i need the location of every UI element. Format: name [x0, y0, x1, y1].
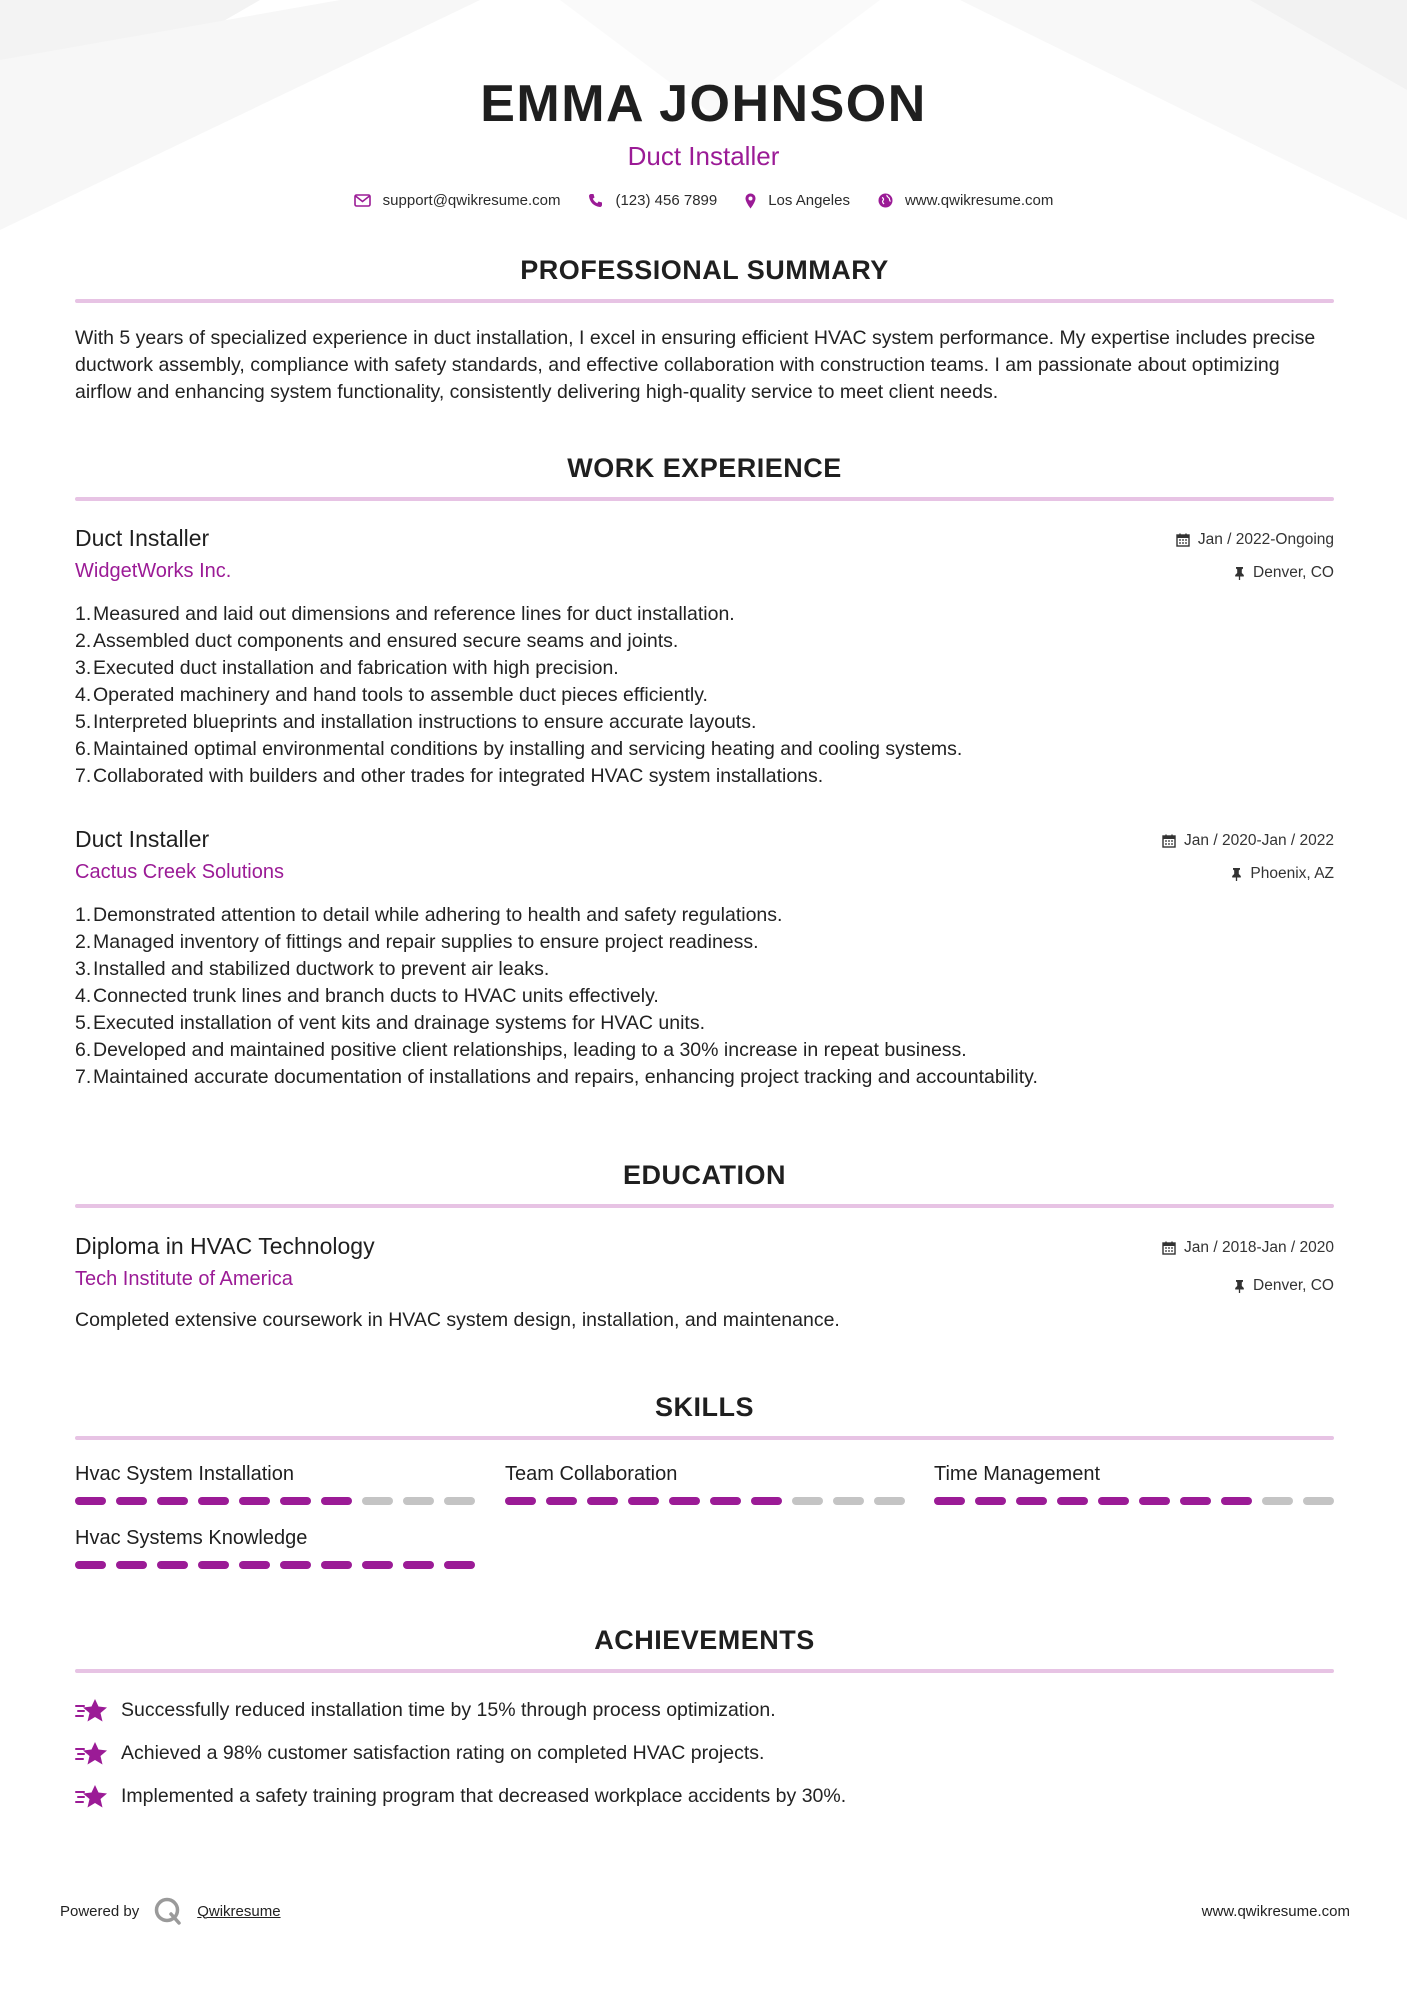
skill-segment-filled — [751, 1497, 782, 1505]
list-item — [75, 1740, 1334, 1767]
pushpin-icon — [1234, 566, 1245, 580]
star-icon — [75, 1698, 109, 1724]
section-divider — [75, 1436, 1334, 1440]
skill-segment-filled — [975, 1497, 1006, 1505]
list-item: 1. Demonstrated attention to detail while adhering to health and safety regulations. — [75, 904, 783, 926]
education-location-text: Denver, CO — [1253, 1277, 1334, 1294]
skill-segment-filled — [75, 1497, 106, 1505]
skill-segment-filled — [1180, 1497, 1211, 1505]
calendar-icon — [1162, 1241, 1176, 1255]
skill-item — [75, 1461, 475, 1505]
candidate-name: EMMA JOHNSON — [480, 75, 927, 133]
job-dates-text: Jan / 2022-Ongoing — [1197, 531, 1334, 548]
skill-segment-filled — [403, 1561, 434, 1569]
skill-segment-filled — [116, 1561, 147, 1569]
skill-segment-empty — [833, 1497, 864, 1505]
education-degree: Diploma in HVAC Technology — [75, 1233, 375, 1259]
skill-segment-empty — [362, 1497, 393, 1505]
skill-segment-filled — [587, 1497, 618, 1505]
list-item: 4. Operated machinery and hand tools to assemble duct pieces efficiently. — [75, 684, 708, 706]
skill-segment-filled — [1016, 1497, 1047, 1505]
pushpin-icon — [1234, 1279, 1245, 1293]
email-text: support@qwikresume.com — [382, 192, 561, 209]
skill-item — [934, 1461, 1334, 1505]
achievement-text: Successfully reduced installation time by 15% through process optimization. — [121, 1699, 776, 1721]
job-dates — [1162, 830, 1334, 852]
skill-segment-empty — [792, 1497, 823, 1505]
job-company: Cactus Creek Solutions — [75, 861, 284, 883]
skill-segment-filled — [321, 1497, 352, 1505]
list-item: 6. Maintained optimal environmental conditions by installing and servicing heating and cooling systems. — [75, 738, 963, 760]
skill-level-bar — [75, 1561, 475, 1569]
list-item: 3. Executed duct installation and fabrication with high precision. — [75, 657, 619, 679]
skill-segment-filled — [1057, 1497, 1088, 1505]
skill-level-bar — [75, 1497, 475, 1505]
skill-segment-filled — [546, 1497, 577, 1505]
list-item: 4. Connected trunk lines and branch ducts to HVAC units effectively. — [75, 985, 659, 1007]
skill-segment-filled — [280, 1497, 311, 1505]
phone-text: (123) 456 7899 — [615, 192, 718, 209]
job-location — [1176, 562, 1334, 584]
skill-level-bar — [505, 1497, 905, 1505]
candidate-title: Duct Installer — [627, 141, 780, 171]
qwikresume-link[interactable]: Qwikresume — [197, 1902, 281, 1920]
skill-item — [75, 1525, 475, 1569]
skill-name: Time Management — [934, 1463, 1100, 1485]
skill-segment-filled — [628, 1497, 659, 1505]
skill-segment-empty — [1303, 1497, 1334, 1505]
skill-segment-filled — [934, 1497, 965, 1505]
skill-name: Hvac System Installation — [75, 1463, 294, 1485]
footer-website-link[interactable]: www.qwikresume.com — [1201, 1902, 1350, 1920]
skills-section — [75, 1390, 1334, 1440]
list-item: 3. Installed and stabilized ductwork to prevent air leaks. — [75, 958, 550, 980]
achievements-heading: ACHIEVEMENTS — [594, 1625, 815, 1655]
list-item: 2. Assembled duct components and ensured secure seams and joints. — [75, 630, 679, 652]
experience-section — [75, 451, 1334, 501]
page-footer — [60, 1896, 1350, 1926]
skill-segment-empty — [1262, 1497, 1293, 1505]
achievement-text: Achieved a 98% customer satisfaction rating on completed HVAC projects. — [121, 1742, 765, 1764]
summary-section — [75, 253, 1334, 406]
job-role: Duct Installer — [75, 525, 210, 551]
section-divider — [75, 1204, 1334, 1208]
education-section — [75, 1158, 1334, 1208]
location-text: Los Angeles — [768, 192, 850, 209]
contact-website[interactable] — [878, 192, 1053, 209]
summary-heading: PROFESSIONAL SUMMARY — [520, 255, 889, 285]
list-item: 5. Interpreted blueprints and installation instructions to ensure accurate layouts. — [75, 711, 757, 733]
skill-segment-filled — [1139, 1497, 1170, 1505]
skill-segment-empty — [874, 1497, 905, 1505]
pushpin-icon — [1231, 867, 1242, 881]
star-icon — [75, 1741, 109, 1767]
job-location-text: Denver, CO — [1253, 564, 1334, 581]
contact-phone[interactable] — [588, 192, 717, 209]
contact-location — [745, 192, 850, 209]
job-entry — [75, 523, 1334, 790]
skill-name: Team Collaboration — [505, 1463, 678, 1485]
calendar-icon — [1162, 834, 1176, 848]
skill-segment-filled — [239, 1561, 270, 1569]
summary-text: With 5 years of specialized experience in duct installation, I excel in ensuring efficient HVAC system performance. My expertise includes precise ductwork assembly, compliance with safety standards, and effective collaboration with construction teams. I am passionate about optimizing airflow and enhancing system functionality, consistently delivering high-quality service to meet client needs. — [75, 327, 1316, 403]
skill-item — [505, 1461, 905, 1505]
achievements-section — [75, 1623, 1334, 1826]
job-entry — [75, 824, 1334, 1091]
list-item: 2. Managed inventory of fittings and repair supplies to ensure project readiness. — [75, 931, 759, 953]
job-bullets — [75, 902, 1334, 1091]
job-dates-text: Jan / 2020-Jan / 2022 — [1184, 832, 1334, 849]
skill-segment-filled — [444, 1561, 475, 1569]
skill-segment-filled — [75, 1561, 106, 1569]
website-text: www.qwikresume.com — [904, 192, 1054, 209]
list-item: 7. Collaborated with builders and other trades for integrated HVAC system installations. — [75, 765, 824, 787]
education-entry — [75, 1231, 1334, 1334]
education-heading: EDUCATION — [623, 1160, 786, 1190]
skills-heading: SKILLS — [654, 1392, 754, 1422]
achievements-list — [75, 1697, 1334, 1810]
map-pin-icon — [745, 193, 756, 209]
skill-segment-filled — [157, 1561, 188, 1569]
section-divider — [75, 497, 1334, 501]
education-location — [1162, 1275, 1334, 1297]
experience-heading: WORK EXPERIENCE — [567, 453, 842, 483]
skill-segment-filled — [198, 1497, 229, 1505]
job-role: Duct Installer — [75, 826, 210, 852]
skill-segment-filled — [280, 1561, 311, 1569]
education-dates-text: Jan / 2018-Jan / 2020 — [1184, 1239, 1334, 1256]
qwikresume-logo-icon — [153, 1896, 183, 1926]
skill-level-bar — [934, 1497, 1334, 1505]
skill-segment-empty — [444, 1497, 475, 1505]
skill-segment-filled — [505, 1497, 536, 1505]
envelope-icon — [354, 194, 371, 207]
skill-segment-filled — [157, 1497, 188, 1505]
powered-by-label: Powered by — [60, 1902, 140, 1920]
skill-segment-filled — [198, 1561, 229, 1569]
education-description: Completed extensive coursework in HVAC system design, installation, and maintenance. — [75, 1309, 840, 1331]
list-item — [75, 1783, 1334, 1810]
education-school: Tech Institute of America — [75, 1268, 293, 1290]
globe-icon — [878, 193, 893, 208]
powered-by — [60, 1896, 281, 1926]
job-location-text: Phoenix, AZ — [1250, 865, 1334, 882]
achievement-text: Implemented a safety training program that decreased workplace accidents by 30%. — [121, 1785, 847, 1807]
phone-icon — [588, 193, 603, 208]
section-divider — [75, 299, 1334, 303]
resume-header — [0, 72, 1407, 209]
list-item: 1. Measured and laid out dimensions and reference lines for duct installation. — [75, 603, 735, 625]
education-dates — [1162, 1237, 1334, 1259]
section-divider — [75, 1669, 1334, 1673]
job-dates — [1176, 529, 1334, 551]
contact-email[interactable] — [354, 192, 561, 209]
skill-segment-filled — [1221, 1497, 1252, 1505]
job-location — [1162, 863, 1334, 885]
skill-segment-filled — [116, 1497, 147, 1505]
skill-segment-filled — [321, 1561, 352, 1569]
list-item: 6. Developed and maintained positive client relationships, leading to a 30% increase in repeat business. — [75, 1039, 967, 1061]
skill-segment-empty — [403, 1497, 434, 1505]
job-bullets — [75, 601, 1334, 790]
list-item: 5. Executed installation of vent kits and drainage systems for HVAC units. — [75, 1012, 706, 1034]
contact-row — [0, 192, 1407, 209]
list-item — [75, 1697, 1334, 1724]
skill-segment-filled — [669, 1497, 700, 1505]
skill-segment-filled — [710, 1497, 741, 1505]
star-icon — [75, 1784, 109, 1810]
skill-segment-filled — [1098, 1497, 1129, 1505]
job-company: WidgetWorks Inc. — [75, 560, 232, 582]
skill-segment-filled — [362, 1561, 393, 1569]
skill-segment-filled — [239, 1497, 270, 1505]
list-item: 7. Maintained accurate documentation of installations and repairs, enhancing project tracking and accountability. — [75, 1066, 1038, 1088]
calendar-icon — [1176, 533, 1190, 547]
skill-name: Hvac Systems Knowledge — [75, 1527, 308, 1549]
